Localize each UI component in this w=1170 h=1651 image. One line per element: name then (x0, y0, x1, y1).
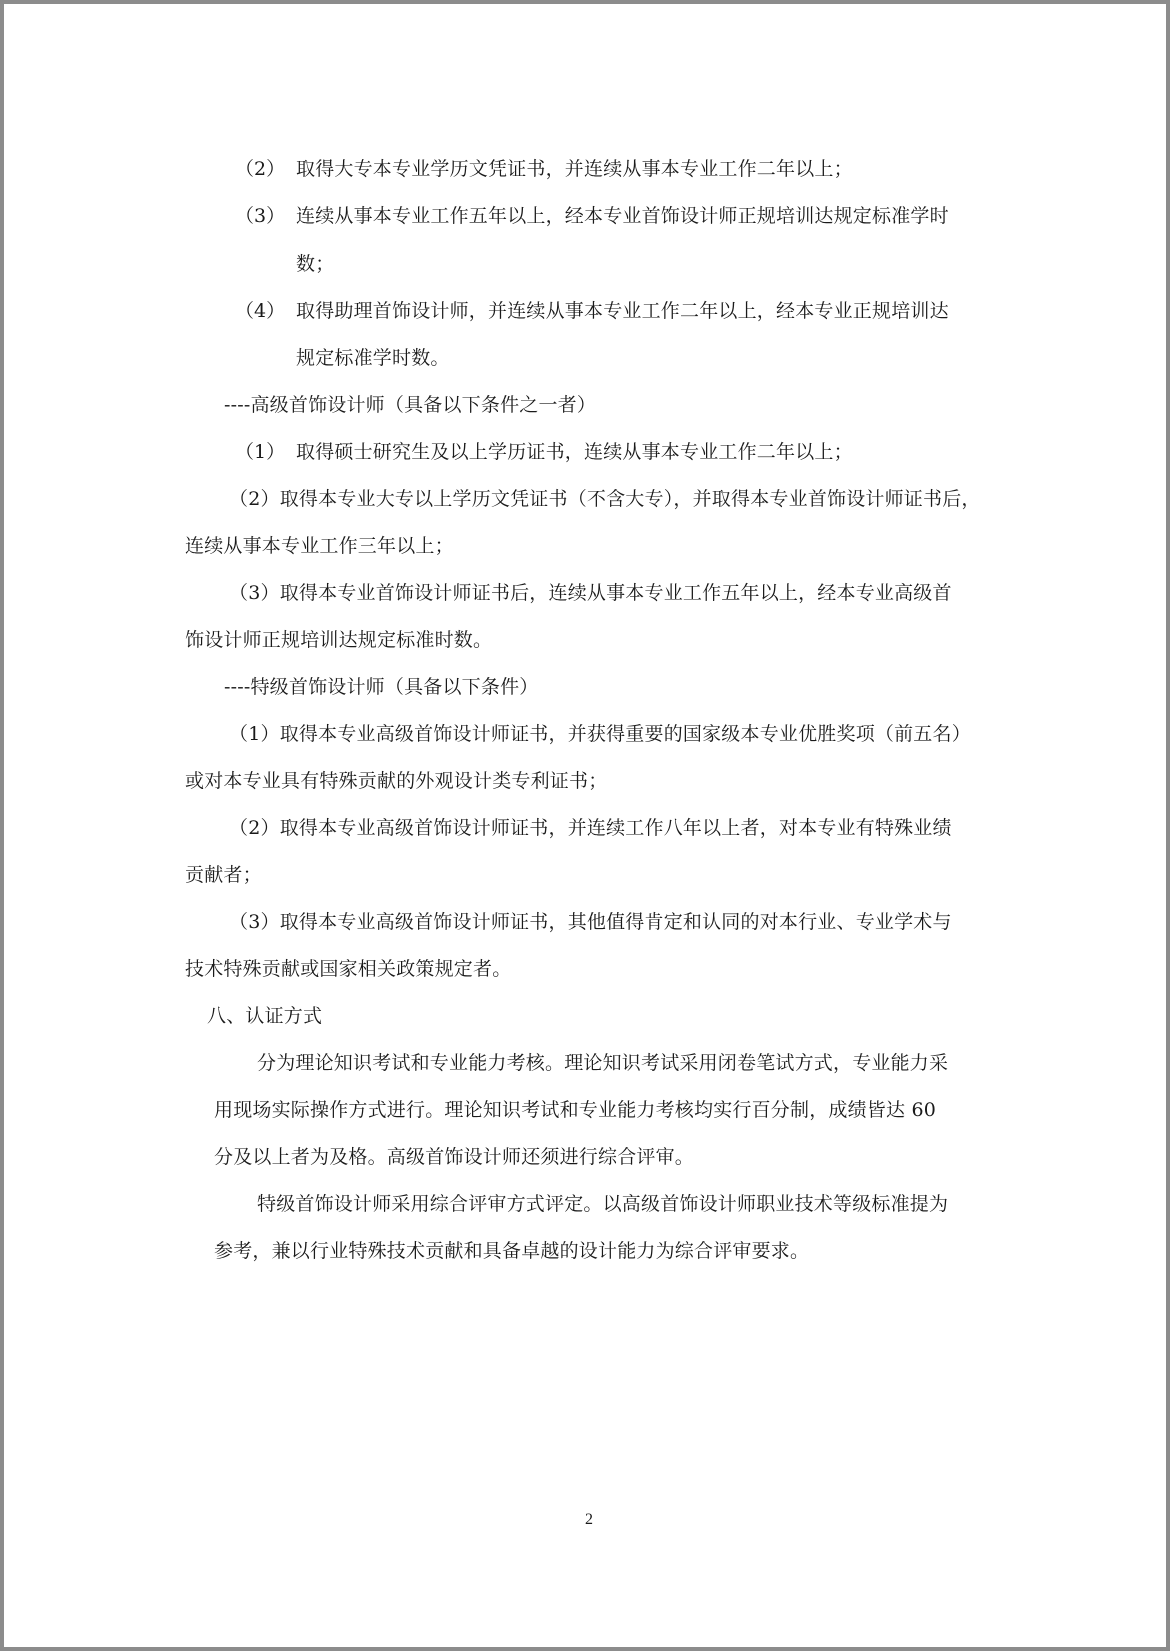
text-line: 饰设计师正规培训达规定标准时数。 (185, 629, 493, 651)
text-line: 连续从事本专业工作三年以上； (185, 535, 454, 557)
text-line: 用现场实际操作方式进行。理论知识考试和专业能力考核均实行百分制，成绩皆达 60 (214, 1099, 937, 1121)
text-line: 分及以上者为及格。高级首饰设计师还须进行综合评审。 (214, 1146, 695, 1168)
text-line: （3）取得本专业首饰设计师证书后，连续从事本专业工作五年以上，经本专业高级首 (229, 582, 952, 604)
page-number: 2 (585, 1511, 593, 1528)
text-line: （3）取得本专业高级首饰设计师证书，其他值得肯定和认同的对本行业、专业学术与 (229, 911, 952, 933)
text-line: 贡献者； (185, 864, 262, 886)
list-number: （4） (235, 300, 286, 322)
text-line: 规定标准学时数。 (296, 347, 450, 369)
section-subheading: ----高级首饰设计师（具备以下条件之一者） (224, 394, 597, 416)
section-heading: 八、认证方式 (207, 1005, 323, 1027)
list-item-text: 连续从事本专业工作五年以上，经本专业首饰设计师正规培训达规定标准学时 (296, 205, 949, 227)
section-subheading: ----特级首饰设计师（具备以下条件） (224, 676, 539, 698)
list-number: （3） (235, 205, 286, 227)
text-line: 或对本专业具有特殊贡献的外观设计类专利证书； (185, 770, 608, 792)
list-number: （1） (235, 441, 286, 463)
list-item-text: 取得大专本专业学历文凭证书，并连续从事本专业工作二年以上； (296, 158, 853, 180)
text-line: 特级首饰设计师采用综合评审方式评定。以高级首饰设计师职业技术等级标准提为 (257, 1193, 949, 1215)
text-line: 分为理论知识考试和专业能力考核。理论知识考试采用闭卷笔试方式，专业能力采 (257, 1052, 949, 1074)
text-line: （2）取得本专业大专以上学历文凭证书（不含大专），并取得本专业首饰设计师证书后， (229, 488, 981, 510)
text-line: （1）取得本专业高级首饰设计师证书，并获得重要的国家级本专业优胜奖项（前五名） (229, 723, 971, 745)
text-line: 技术特殊贡献或国家相关政策规定者。 (185, 958, 512, 980)
list-item-text: 取得助理首饰设计师，并连续从事本专业工作二年以上，经本专业正规培训达 (296, 300, 949, 322)
text-line: 数； (296, 253, 335, 275)
list-item-text: 取得硕士研究生及以上学历证书，连续从事本专业工作二年以上； (296, 441, 853, 463)
list-number: （2） (235, 158, 286, 180)
text-line: （2）取得本专业高级首饰设计师证书，并连续工作八年以上者，对本专业有特殊业绩 (229, 817, 952, 839)
text-line: 参考，兼以行业特殊技术贡献和具备卓越的设计能力为综合评审要求。 (214, 1240, 810, 1262)
